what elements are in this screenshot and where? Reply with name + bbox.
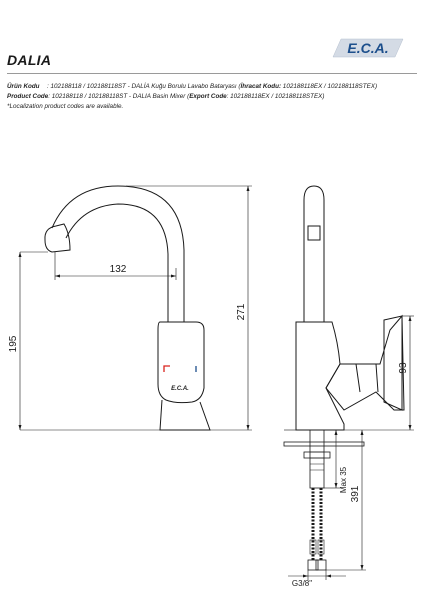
side-spout [304,186,324,322]
dim-max35-arrow-top [335,430,338,435]
fixing-nut [304,452,330,458]
side-handle-detail [356,364,378,392]
gooseneck [52,186,184,322]
dim-195-text: 195 [8,335,19,353]
dim-391-text: 391 [350,485,361,503]
dim-195-arrow-top [19,252,22,257]
export-code-en-label: Export Code [189,93,227,100]
product-code-tr [7,83,377,90]
dim-271-arrow-top [247,186,250,191]
side-body [296,322,344,430]
mixer-base [160,400,210,430]
product-code-en [7,93,324,100]
dim-reach-text: 132 [109,264,127,275]
eca-logo [329,36,405,60]
front-logo: E.C.A. [171,386,189,392]
front-view [8,186,252,430]
gooseneck-inner [66,204,168,322]
side-spout-tip [308,226,320,240]
dim-93-arrow-top [409,316,412,321]
dim-93-arrow-bottom [409,425,412,430]
export-code-tr-label: İhracat Kodu: [240,83,282,90]
dim-thread-text: G3/8" [291,579,313,588]
localization-note: *Localization product codes are available. [7,103,124,110]
page-title: DALIA [7,52,52,68]
mounting-shank [310,430,324,488]
export-code-en-values: : 102188118EX / 102188118STEX) [226,93,325,100]
side-handle [326,316,404,410]
dim-271-arrow-bottom [247,425,250,430]
dim-reach-arrow-right [171,275,176,278]
product-code-tr-text: : 102188118 / 102188118ST - DALİA Kuğu Borulu Lavabo Bataryası ( [47,83,241,90]
logo-text: E.C.A. [347,40,389,56]
side-view [284,186,414,588]
hot-mark [164,366,170,372]
hose-connector-left [308,560,318,570]
dim-195-arrow-bottom [19,425,22,430]
header-divider [7,73,417,74]
export-code-tr-values: 102188118EX / 102188118STEX) [281,83,378,90]
product-code-tr-label: Ürün Kodu [7,83,40,90]
dim-271-text: 271 [236,303,247,321]
product-code-en-text: : 102188118 / 102188118ST - DALIA Basin Mixer ( [48,93,190,100]
dim-391-arrow-bottom [361,565,364,570]
dim-thread-arrow-left [303,575,308,578]
dim-max35-arrow-bottom [335,483,338,488]
dim-93-text: 93 [398,362,409,374]
dim-reach-arrow-left [55,275,60,278]
technical-drawing [0,150,424,590]
dim-391-arrow-top [361,430,364,435]
hose-connector-right [316,560,326,570]
shank-thread [310,452,324,470]
dim-max35-text: Max 35 [339,466,348,494]
product-code-en-label: Product Code [7,93,49,100]
dim-thread-arrow-right [326,575,331,578]
